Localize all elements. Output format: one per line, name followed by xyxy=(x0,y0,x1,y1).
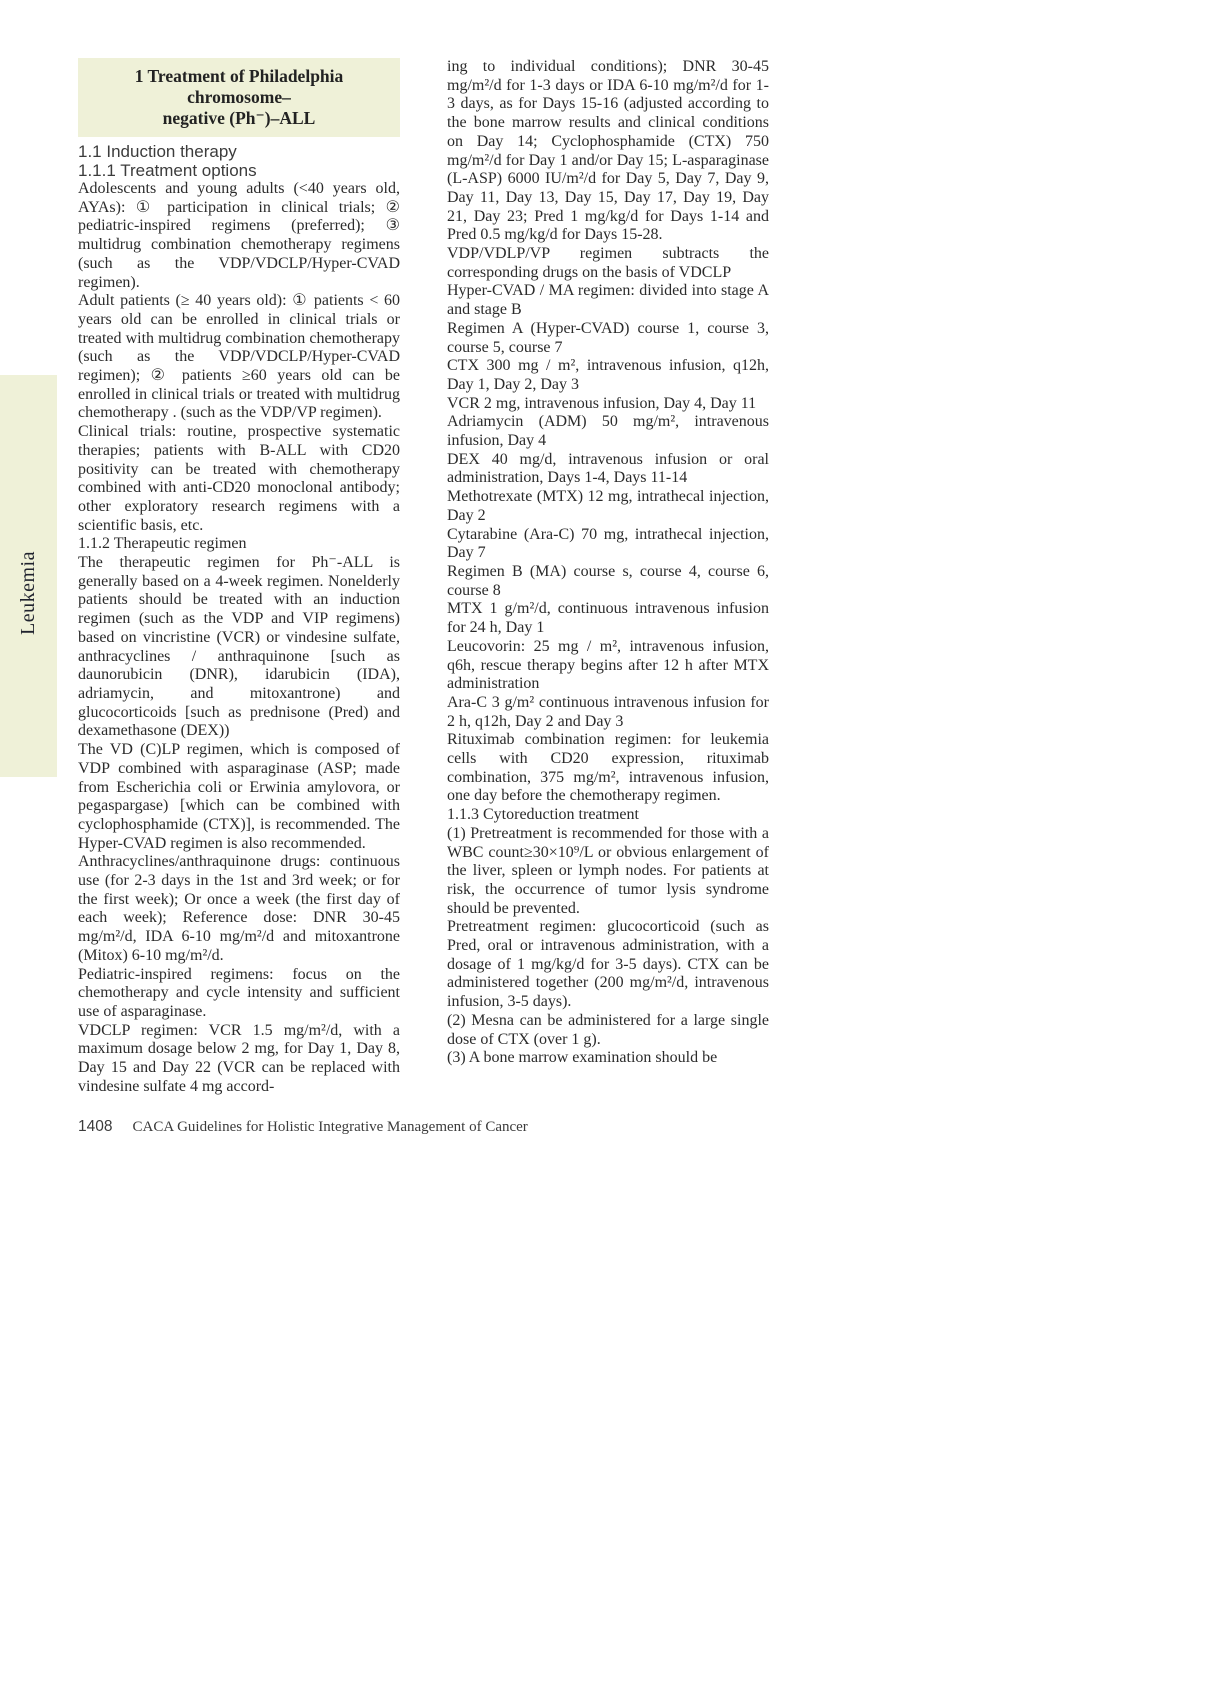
paragraph: Regimen A (Hyper-CVAD) course 1, course 3, course 5, course 7 xyxy=(447,319,769,356)
section-title-line-1: 1 Treatment of Philadelphia chromosome– xyxy=(134,66,344,107)
paragraph: CTX 300 mg / m², intravenous infusion, q12h, Day 1, Day 2, Day 3 xyxy=(447,357,769,393)
paragraph: Leucovorin: 25 mg / m², intravenous infusion, q6h, rescue therapy begins after 12 h after MTX administration xyxy=(447,637,769,693)
paragraph: Rituximab combination regimen: for leukemia cells with CD20 expression, rituximab combination, 375 mg/m², intravenous infusion, one day before the chemotherapy regimen. xyxy=(447,731,769,805)
paragraph: Clinical trials: routine, prospective systematic therapies; patients with B-ALL with CD20 positivity can be treated with chemotherapy combined with anti-CD20 monoclonal antibody; other exploratory research regimens with a scientific basis, etc. xyxy=(78,423,400,534)
paragraph: Regimen B (MA) course s, course 4, course 6, course 8 xyxy=(447,562,769,599)
paragraph: The VD (C)LP regimen, which is composed of VDP combined with asparaginase (ASP; made from Escherichia coli or Erwinia amylovora, or pegaspargase) [which can be combined with cyclophosphamide (CTX)], is recommended. The Hyper-CVAD regimen is also recommended. xyxy=(78,741,400,852)
paragraph: Hyper-CVAD / MA regimen: divided into stage A and stage B xyxy=(447,282,769,319)
right-column-text xyxy=(447,58,769,1068)
paragraph: Adolescents and young adults (<40 years old, AYAs): ① participation in clinical trials; ② pediatric-inspired regimens (preferred); ③ multidrug combination chemotherapy regimens (such as the VDP/VDCLP/Hyper-CVAD regimen). xyxy=(78,180,400,291)
paragraph: Adult patients (≥ 40 years old): ① patients < 60 years old can be enrolled in clinical trials or treated with multidrug combination chemotherapy (such as the VDP/VDCLP/Hyper-CVAD regimen); ② patients ≥60 years old can be enrolled in clinical trials or treated with multidrug chemotherapy . (such as the VDP/VP regimen). xyxy=(78,292,400,422)
paragraph: Anthracyclines/anthraquinone drugs: continuous use (for 2-3 days in the 1st and 3rd week; or for the first week); Or once a week (the first day of each week); Reference dose: DNR 30-45 mg/m²/d, IDA 6-10 mg/m²/d and mitoxantrone (Mitox) 6-10 mg/m²/d. xyxy=(78,853,400,964)
paragraph: VDP/VDLP/VP regimen subtracts the corresponding drugs on the basis of VDCLP xyxy=(447,245,769,281)
paragraph: MTX 1 g/m²/d, continuous intravenous infusion for 24 h, Day 1 xyxy=(447,600,769,637)
section-heading: 1.1.1 Treatment options xyxy=(78,161,257,180)
paragraph: VCR 2 mg, intravenous infusion, Day 4, Day 11 xyxy=(447,394,757,412)
left-column-text xyxy=(78,142,400,1096)
chapter-tab-label: Leukemia xyxy=(17,551,39,635)
section-heading: 1.1.3 Cytoreduction treatment xyxy=(447,806,639,824)
right-column xyxy=(447,58,769,1068)
footer-running-title: CACA Guidelines for Holistic Integrative Management of Cancer xyxy=(132,1119,528,1135)
page-footer xyxy=(78,1118,528,1136)
paragraph: (1) Pretreatment is recommended for those with a WBC count≥30×10⁹/L or obvious enlargement of the liver, spleen or lymph nodes. For patients at risk, the occurrence of tumor lysis syndrome should be prevented. xyxy=(447,824,769,917)
paragraph: VDCLP regimen: VCR 1.5 mg/m²/d, with a maximum dosage below 2 mg, for Day 1, Day 8, Day 15 and Day 22 (VCR can be replaced with vindesine sulfate 4 mg accord- xyxy=(78,1021,400,1095)
paragraph: Pediatric-inspired regimens: focus on the chemotherapy and cycle intensity and sufficient use of asparaginase. xyxy=(78,965,400,1020)
paragraph: (3) A bone marrow examination should be xyxy=(447,1049,718,1067)
paragraph: Cytarabine (Ara-C) 70 mg, intrathecal injection, Day 7 xyxy=(447,525,769,562)
paragraph: (2) Mesna can be administered for a large single dose of CTX (over 1 g). xyxy=(447,1011,769,1048)
section-title-box xyxy=(78,58,400,137)
footer-page-number: 1408 xyxy=(78,1118,113,1135)
paragraph: DEX 40 mg/d, intravenous infusion or oral administration, Days 1-4, Days 11-14 xyxy=(447,450,769,487)
paragraph: Ara-C 3 g/m² continuous intravenous infusion for 2 h, q12h, Day 2 and Day 3 xyxy=(447,693,769,730)
paragraph: Adriamycin (ADM) 50 mg/m², intravenous infusion, Day 4 xyxy=(447,413,769,450)
chapter-tab xyxy=(0,375,57,777)
section-heading: 1.1 Induction therapy xyxy=(78,142,237,161)
paragraph: Methotrexate (MTX) 12 mg, intrathecal injection, Day 2 xyxy=(447,488,769,524)
paragraph: ing to individual conditions); DNR 30-45 mg/m²/d for 1-3 days or IDA 6-10 mg/m²/d for 1-3 days, as for Days 15-16 (adjusted according to the bone marrow results and clinical conditions on Day 14; Cyclophosphamide (CTX) 750 mg/m²/d for Day 1 and/or Day 15; L-asparaginase (L-ASP) 6000 IU/m²/d for Day 5, Day 7, Day 9, Day 11, Day 13, Day 15, Day 17, Day 19, Day 21, Day 23; Pred 1 mg/kg/d for Days 1-14 and Pred 0.5 mg/kg/d for Days 15-28. xyxy=(447,58,769,244)
paragraph: The therapeutic regimen for Ph⁻-ALL is generally based on a 4-week regimen. Nonelderly patients should be treated with an induction regimen (such as the VDP and VIP regimens) based on vincristine (VCR) or vindesine sulfate, anthracyclines / anthraquinone [such as daunorubicin (DNR), idarubicin (IDA), adriamycin, and mitoxantrone) and glucocorticoids [such as prednisone (Pred) and dexamethasone (DEX)) xyxy=(78,554,400,740)
left-column xyxy=(78,58,400,1096)
section-heading: 1.1.2 Therapeutic regimen xyxy=(78,535,247,553)
paragraph: Pretreatment regimen: glucocorticoid (such as Pred, oral or intravenous administration, with a dosage of 1 mg/kg/d for 3-5 days). CTX can be administered together (200 mg/m²/d, intravenous infusion, 3-5 days). xyxy=(447,918,769,1011)
section-title-line-2: negative (Ph⁻)–ALL xyxy=(162,108,316,128)
